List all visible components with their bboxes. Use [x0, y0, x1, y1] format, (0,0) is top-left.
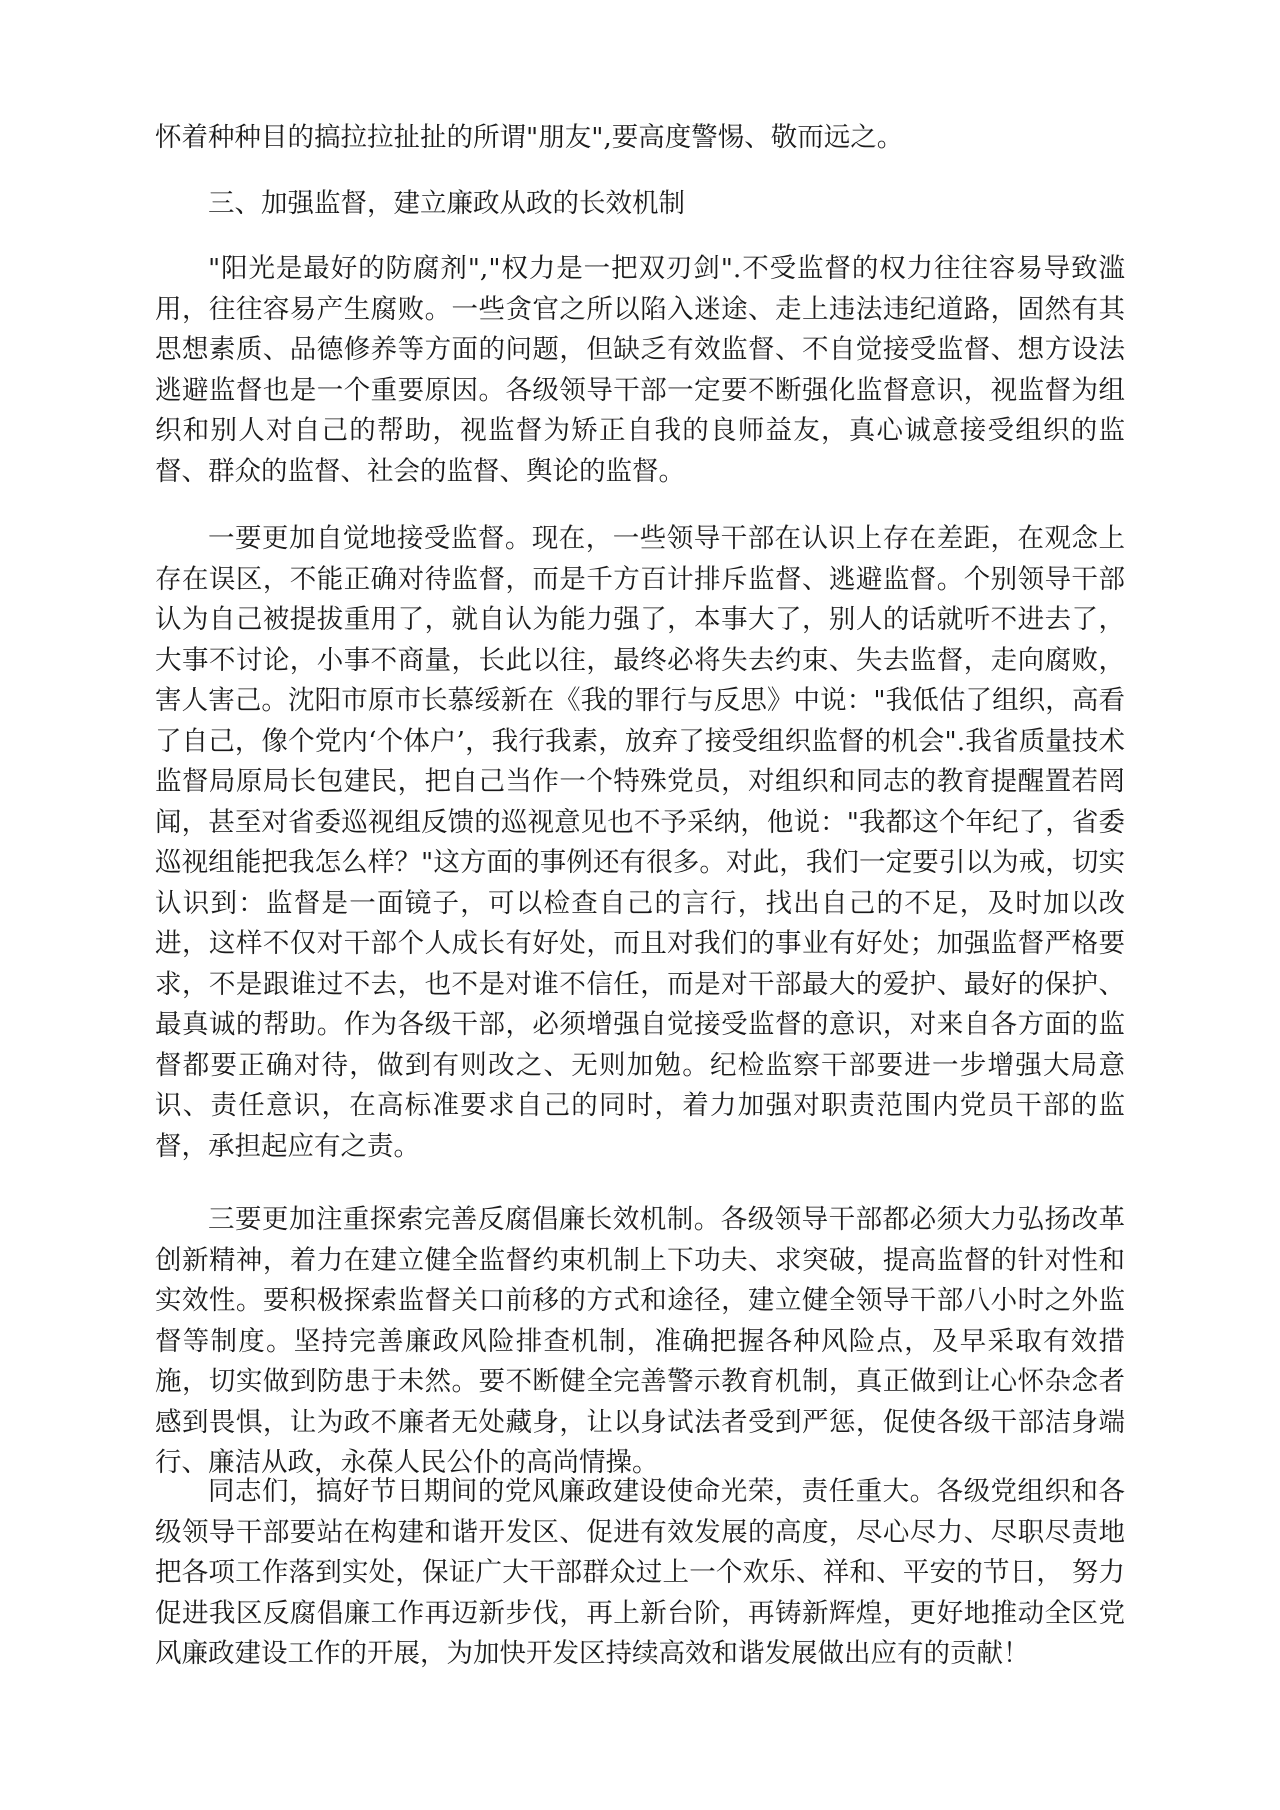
paragraph-closing: 同志们，搞好节日期间的党风廉政建设使命光荣，责任重大。各级党组织和各级领导干部要站在构建和谐开发区、促进有效发展的高度，尽心尽力、尽职尽责地把各项工作落到实处，保证广大干部群众过上一个欢乐、祥和、平安的节日， 努力促进我区反腐倡廉工作再迈新步伐，再上新台阶，再铸新辉煌，更好地推动全区党风廉政建设工作的开展，为加快开发区持续高效和谐发展做出应有的贡献！	[155, 1476, 1125, 1669]
section-heading: 三、加强监督，建立廉政从政的长效机制	[208, 188, 685, 219]
paragraph-accept-supervision: 一要更加自觉地接受监督。现在，一些领导干部在认识上存在差距，在观念上存在误区，不能正确对待监督，而是千方百计排斥监督、逃避监督。个别领导干部认为自己被提拔重用了，就自认为能力强了，本事大了，别人的话就听不进去了，大事不讨论，小事不商量，长此以往，最终必将失去约束、失去监督，走向腐败，害人害己。沈阳市原市长慕绥新在《我的罪行与反思》中说："我低估了组织，高看了自己，像个党内‘个体户’，我行我素，放弃了接受组织监督的机会".我省质量技术监督局原局长包建民，把自己当作一个特殊党员，对组织和同志的教育提醒置若罔闻，甚至对省委巡视组反馈的巡视意见也不予采纳，他说："我都这个年纪了，省委巡视组能把我怎么样？"这方面的事例还有很多。对此，我们一定要引以为戒，切实认识到：监督是一面镜子，可以检查自己的言行，找出自己的不足，及时加以改进，这样不仅对干部个人成长有好处，而且对我们的事业有好处；加强监督严格要求，不是跟谁过不去，也不是对谁不信任，而是对干部最大的爱护、最好的保护、最真诚的帮助。作为各级干部，必须增强自觉接受监督的意识，对来自各方面的监督都要正确对待，做到有则改之、无则加勉。纪检监察干部要进一步增强大局意识、责任意识，在高标准要求自己的同时，着力加强对职责范围内党员干部的监督，承担起应有之责。	[155, 523, 1125, 1162]
paragraph-supervision-intro: "阳光是最好的防腐剂","权力是一把双刃剑".不受监督的权力往往容易导致滥用，往往容易产生腐败。一些贪官之所以陷入迷途、走上违法违纪道路，固然有其思想素质、品德修养等方面的问题，但缺乏有效监督、不自觉接受监督、想方设法逃避监督也是一个重要原因。各级领导干部一定要不断强化监督意识，视监督为组织和别人对自己的帮助，视监督为矫正自我的良师益友，真心诚意接受组织的监督、群众的监督、社会的监督、舆论的监督。	[155, 253, 1125, 487]
paragraph-continuation: 怀着种种目的搞拉拉扯扯的所谓"朋友",要高度警惕、敬而远之。	[155, 122, 904, 153]
paragraph-long-term-mechanism: 三要更加注重探索完善反腐倡廉长效机制。各级领导干部都必须大力弘扬改革创新精神，着力在建立健全监督约束机制上下功夫、求突破，提高监督的针对性和实效性。要积极探索监督关口前移的方式和途径，建立健全领导干部八小时之外监督等制度。坚持完善廉政风险排查机制，准确把握各种风险点，及早采取有效措施，切实做到防患于未然。要不断健全完善警示教育机制，真正做到让心怀杂念者感到畏惧，让为政不廉者无处藏身，让以身试法者受到严惩，促使各级干部洁身端行、廉洁从政，永葆人民公仆的高尚情操。	[155, 1204, 1125, 1478]
